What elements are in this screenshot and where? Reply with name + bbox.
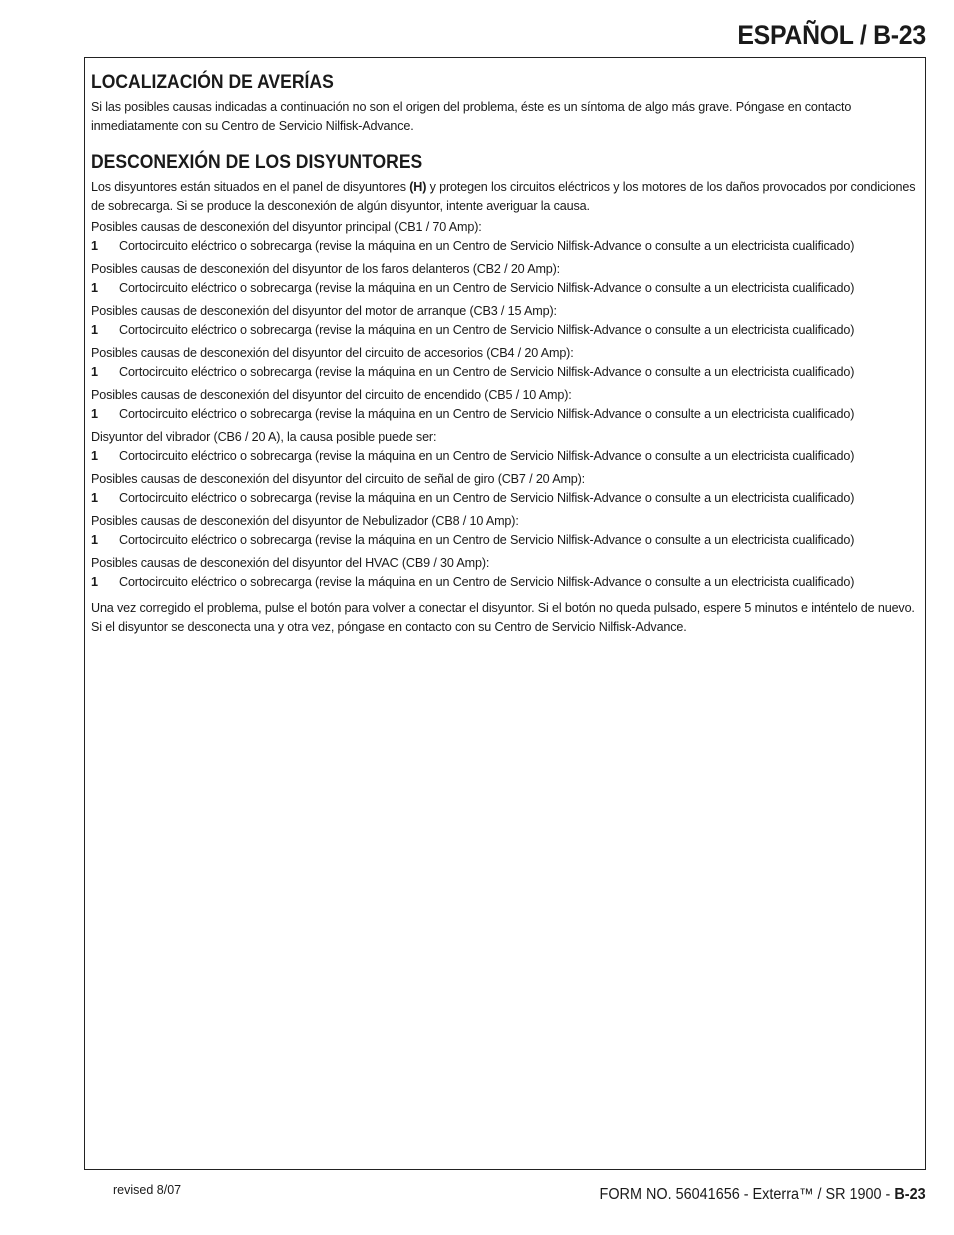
cause-number: 1 — [91, 406, 98, 421]
cause-number: 1 — [91, 280, 98, 295]
breakers-intro-panel-ref: (H) — [409, 180, 427, 194]
cause-item — [91, 573, 917, 592]
revision-note: revised 8/07 — [113, 1183, 182, 1197]
cause-title: Disyuntor del vibrador (CB6 / 20 A), la causa posible puede ser: — [91, 430, 437, 444]
cause-item — [91, 531, 917, 550]
cause-block-cb6 — [91, 428, 917, 465]
cause-title: Posibles causas de desconexión del disyuntor principal (CB1 / 70 Amp): — [91, 220, 482, 234]
cause-title: Posibles causas de desconexión del disyuntor de Nebulizador (CB8 / 10 Amp): — [91, 514, 519, 528]
cause-block-cb9 — [91, 554, 917, 591]
cause-number: 1 — [91, 364, 98, 379]
cause-item — [91, 447, 917, 466]
cause-item — [91, 279, 917, 298]
troubleshooting-text: Si las posibles causas indicadas a continuación no son el origen del problema, éste es un síntoma de algo más grave. Póngase en contacto inmediatamente con su Centro de Servicio Nilfisk-Advance. — [91, 100, 852, 133]
cause-number: 1 — [91, 448, 98, 463]
cause-text: Cortocircuito eléctrico o sobrecarga (revise la máquina en un Centro de Servicio Nilfisk-Advance o consulte a un electricista cualificado) — [119, 406, 855, 421]
cause-item — [91, 489, 917, 508]
breakers-heading: DESCONEXIÓN DE LOS DISYUNTORES — [91, 151, 423, 173]
page-title: ESPAÑOL / B-23 — [737, 20, 926, 50]
cause-title: Posibles causas de desconexión del disyuntor del circuito de encendido (CB5 / 10 Amp): — [91, 388, 572, 402]
form-number — [600, 1186, 926, 1204]
footer-page-ref: B-23 — [894, 1186, 926, 1203]
breakers-intro-part2: y protegen los circuitos eléctricos y los motores de los daños provocados por condiciones de sobrecarga. Si se produce la desconexión de algún disyuntor, intente averiguar la causa. — [91, 180, 916, 213]
closing-text: Una vez corregido el problema, pulse el botón para volver a conectar el disyuntor. Si el botón no queda pulsado, espere 5 minutos e inténtelo de nuevo. Si el disyuntor se desconecta una y otra vez, póngase en contacto con su Centro de Servicio Nilfisk-Advance. — [91, 601, 915, 634]
cause-block-cb5 — [91, 386, 917, 423]
cause-title: Posibles causas de desconexión del disyuntor del circuito de señal de giro (CB7 / 20 Amp): — [91, 472, 586, 486]
cause-number: 1 — [91, 490, 98, 505]
cause-block-cb3 — [91, 302, 917, 339]
cause-title: Posibles causas de desconexión del disyuntor del HVAC (CB9 / 30 Amp): — [91, 556, 490, 570]
content-frame — [84, 57, 926, 1170]
cause-title: Posibles causas de desconexión del disyuntor del motor de arranque (CB3 / 15 Amp): — [91, 304, 557, 318]
form-number-text: FORM NO. 56041656 - Exterra™ / SR 1900 - — [599, 1186, 895, 1203]
troubleshooting-heading: LOCALIZACIÓN DE AVERÍAS — [91, 71, 334, 93]
cause-block-cb2 — [91, 260, 917, 297]
cause-item — [91, 237, 917, 256]
cause-number: 1 — [91, 532, 98, 547]
breakers-intro-part1: Los disyuntores están situados en el panel de disyuntores — [91, 180, 410, 194]
cause-title: Posibles causas de desconexión del disyuntor de los faros delanteros (CB2 / 20 Amp): — [91, 262, 561, 276]
cause-text: Cortocircuito eléctrico o sobrecarga (revise la máquina en un Centro de Servicio Nilfisk-Advance o consulte a un electricista cualificado) — [119, 238, 855, 253]
cause-number: 1 — [91, 574, 98, 589]
cause-block-cb8 — [91, 512, 917, 549]
cause-title: Posibles causas de desconexión del disyuntor del circuito de accesorios (CB4 / 20 Amp): — [91, 346, 574, 360]
cause-block-cb4 — [91, 344, 917, 381]
cause-text: Cortocircuito eléctrico o sobrecarga (revise la máquina en un Centro de Servicio Nilfisk-Advance o consulte a un electricista cualificado) — [119, 364, 855, 379]
content-body — [91, 70, 917, 636]
cause-text: Cortocircuito eléctrico o sobrecarga (revise la máquina en un Centro de Servicio Nilfisk-Advance o consulte a un electricista cualificado) — [119, 322, 855, 337]
cause-text: Cortocircuito eléctrico o sobrecarga (revise la máquina en un Centro de Servicio Nilfisk-Advance o consulte a un electricista cualificado) — [119, 448, 855, 463]
cause-number: 1 — [91, 322, 98, 337]
cause-number: 1 — [91, 238, 98, 253]
breakers-intro — [91, 178, 917, 215]
cause-block-cb1 — [91, 218, 917, 255]
cause-block-cb7 — [91, 470, 917, 507]
cause-item — [91, 321, 917, 340]
cause-text: Cortocircuito eléctrico o sobrecarga (revise la máquina en un Centro de Servicio Nilfisk-Advance o consulte a un electricista cualificado) — [119, 280, 855, 295]
cause-item — [91, 405, 917, 424]
cause-item — [91, 363, 917, 382]
cause-text: Cortocircuito eléctrico o sobrecarga (revise la máquina en un Centro de Servicio Nilfisk-Advance o consulte a un electricista cualificado) — [119, 574, 855, 589]
cause-text: Cortocircuito eléctrico o sobrecarga (revise la máquina en un Centro de Servicio Nilfisk-Advance o consulte a un electricista cualificado) — [119, 490, 855, 505]
cause-text: Cortocircuito eléctrico o sobrecarga (revise la máquina en un Centro de Servicio Nilfisk-Advance o consulte a un electricista cualificado) — [119, 532, 855, 547]
